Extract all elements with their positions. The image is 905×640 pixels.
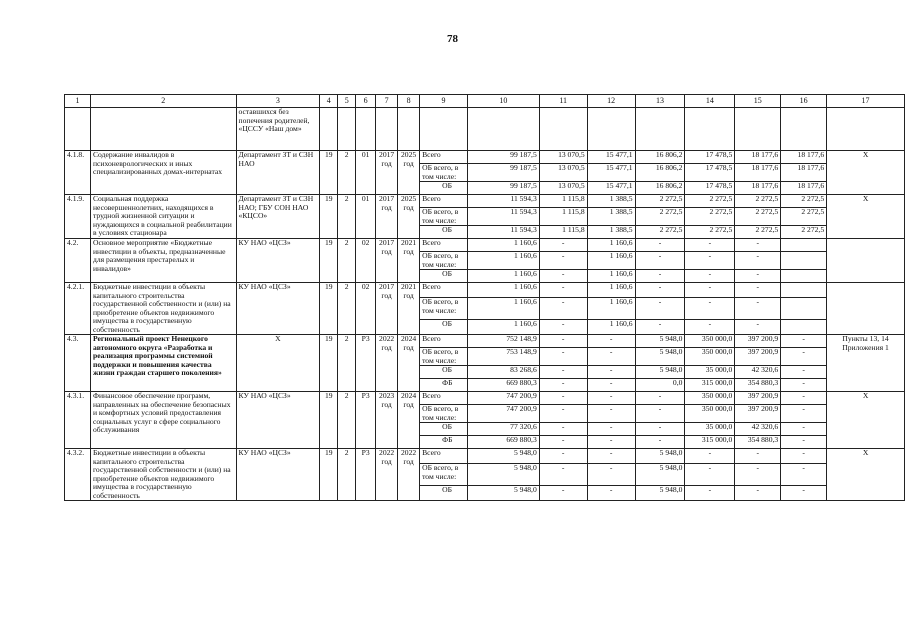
amount-cell: 1 388,5	[587, 195, 635, 208]
empty-cell	[685, 108, 735, 151]
row-name: Социальная поддержка несовершеннолетних, находящихся в трудной жизненной ситуации и нуждающихся в социальной реабилитации в условиях стационара	[90, 195, 236, 239]
row-note	[827, 283, 905, 335]
amount-cell: 2 272,5	[635, 208, 685, 226]
row-subprogram-code: 2	[338, 195, 356, 239]
row-note: Пункты 13, 14 Приложения 1	[827, 335, 905, 392]
amount-cell: 13 070,5	[539, 182, 587, 195]
amount-cell: 17 478,5	[685, 151, 735, 164]
funding-source-label: ФБ	[420, 379, 468, 392]
funding-source-label: ОБ всего, в том числе:	[420, 208, 468, 226]
funding-source-label: ОБ	[420, 270, 468, 283]
column-number-11: 11	[539, 95, 587, 108]
column-number-row	[65, 95, 905, 108]
funding-source-label: ОБ всего, в том числе:	[420, 405, 468, 423]
amount-cell: 18 177,6	[781, 164, 827, 182]
amount-cell: -	[685, 464, 735, 485]
amount-cell: -	[587, 392, 635, 405]
amount-cell: 1 160,6	[468, 239, 540, 252]
row-name: Содержание инвалидов в психоневрологических и иных специализированных домах-интернатах	[90, 151, 236, 195]
amount-cell: 11 594,3	[468, 195, 540, 208]
amount-cell: -	[539, 436, 587, 449]
amount-cell: 315 000,0	[685, 436, 735, 449]
amount-cell: 1 388,5	[587, 226, 635, 239]
row-event-code: 02	[356, 283, 376, 335]
amount-cell: 1 115,8	[539, 195, 587, 208]
amount-cell: -	[781, 379, 827, 392]
amount-cell: -	[781, 335, 827, 348]
row-subprogram-code: 2	[338, 239, 356, 283]
amount-cell: 2 272,5	[781, 208, 827, 226]
amount-cell: 747 200,9	[468, 392, 540, 405]
amount-cell: 1 160,6	[587, 298, 635, 319]
amount-cell: -	[587, 335, 635, 348]
row-name: Финансовое обеспечение программ, направленных на обеспечение безопасных и комфортных условий предоставления социальных услуг в сфере социального обслуживания	[90, 392, 236, 449]
amount-cell: -	[685, 239, 735, 252]
row-program-code: 19	[320, 392, 338, 449]
amount-cell: 83 268,6	[468, 366, 540, 379]
row-program-code: 19	[320, 195, 338, 239]
amount-cell: 1 160,6	[587, 270, 635, 283]
amount-cell: 397 200,9	[735, 392, 781, 405]
amount-cell: 2 272,5	[735, 208, 781, 226]
empty-cell	[320, 108, 338, 151]
column-number-17: 17	[827, 95, 905, 108]
row-start-year: 2023 год	[376, 392, 398, 449]
funding-source-label: ОБ всего, в том числе:	[420, 164, 468, 182]
amount-cell: 752 148,9	[468, 335, 540, 348]
row-start-year: 2017 год	[376, 151, 398, 195]
amount-cell: 0,0	[635, 379, 685, 392]
row-end-year: 2025 год	[398, 151, 420, 195]
amount-cell: -	[781, 392, 827, 405]
amount-cell: -	[587, 423, 635, 436]
row-code: 4.3.2.	[65, 449, 91, 501]
funding-source-label: Всего	[420, 449, 468, 464]
row-event-code: 02	[356, 239, 376, 283]
row-name: Основное мероприятие «Бюджетные инвестиции в объекты, предназначенные для размещения престарелых и инвалидов»	[90, 239, 236, 283]
funding-source-label: ОБ всего, в том числе:	[420, 252, 468, 270]
row-program-code: 19	[320, 151, 338, 195]
amount-cell: -	[635, 405, 685, 423]
amount-cell: -	[635, 423, 685, 436]
row-code: 4.1.8.	[65, 151, 91, 195]
amount-cell: 18 177,6	[781, 151, 827, 164]
empty-cell	[376, 108, 398, 151]
empty-cell	[539, 108, 587, 151]
amount-cell: -	[587, 449, 635, 464]
amount-cell: -	[635, 436, 685, 449]
amount-cell: 18 177,6	[735, 182, 781, 195]
empty-cell	[635, 108, 685, 151]
row-event-code: P3	[356, 392, 376, 449]
funding-source-label: ОБ	[420, 366, 468, 379]
amount-cell: -	[635, 392, 685, 405]
amount-cell: -	[685, 283, 735, 298]
budget-table	[64, 94, 905, 501]
amount-cell: 1 115,8	[539, 208, 587, 226]
empty-cell	[420, 108, 468, 151]
amount-cell	[781, 252, 827, 270]
table-row	[65, 283, 905, 298]
amount-cell: 15 477,1	[587, 151, 635, 164]
amount-cell: -	[539, 423, 587, 436]
continuation-executor: оставшихся без попечения родителей, «ЦССУ «Наш дом»	[236, 108, 320, 151]
row-program-code: 19	[320, 239, 338, 283]
amount-cell: -	[685, 252, 735, 270]
table-row	[65, 335, 905, 348]
amount-cell: -	[635, 319, 685, 334]
empty-cell	[587, 108, 635, 151]
amount-cell: 2 272,5	[735, 226, 781, 239]
amount-cell: 1 160,6	[587, 283, 635, 298]
table-row	[65, 449, 905, 464]
row-end-year: 2024 год	[398, 392, 420, 449]
amount-cell: 747 200,9	[468, 405, 540, 423]
amount-cell: 5 948,0	[468, 485, 540, 500]
amount-cell: -	[635, 270, 685, 283]
row-code: 4.3.1.	[65, 392, 91, 449]
table-row	[65, 239, 905, 252]
row-end-year: 2025 год	[398, 195, 420, 239]
amount-cell: -	[735, 464, 781, 485]
amount-cell: 99 187,5	[468, 151, 540, 164]
amount-cell: 42 320,6	[735, 423, 781, 436]
row-start-year: 2017 год	[376, 239, 398, 283]
row-executor: X	[236, 335, 320, 392]
amount-cell: 77 320,6	[468, 423, 540, 436]
amount-cell: -	[539, 252, 587, 270]
amount-cell: -	[539, 298, 587, 319]
continuation-row	[65, 108, 905, 151]
row-end-year: 2021 год	[398, 239, 420, 283]
row-code: 4.1.9.	[65, 195, 91, 239]
row-start-year: 2022 год	[376, 335, 398, 392]
amount-cell: 350 000,0	[685, 405, 735, 423]
amount-cell: -	[685, 270, 735, 283]
column-number-8: 8	[398, 95, 420, 108]
amount-cell: 2 272,5	[735, 195, 781, 208]
amount-cell: -	[735, 449, 781, 464]
amount-cell: 397 200,9	[735, 348, 781, 366]
row-note	[827, 239, 905, 283]
column-number-6: 6	[356, 95, 376, 108]
row-program-code: 19	[320, 449, 338, 501]
amount-cell: -	[781, 348, 827, 366]
amount-cell: -	[781, 405, 827, 423]
row-executor: Департамент ЗТ и СЗН НАО	[236, 151, 320, 195]
row-name: Региональный проект Ненецкого автономного округа «Разработка и реализация программы системной поддержки и повышения качества жизни граждан старшего поколения»	[90, 335, 236, 392]
column-number-7: 7	[376, 95, 398, 108]
row-event-code: P3	[356, 335, 376, 392]
amount-cell: -	[539, 379, 587, 392]
amount-cell	[781, 239, 827, 252]
empty-cell	[468, 108, 540, 151]
funding-source-label: ОБ	[420, 226, 468, 239]
amount-cell: 753 148,9	[468, 348, 540, 366]
amount-cell: 2 272,5	[685, 208, 735, 226]
funding-source-label: Всего	[420, 283, 468, 298]
amount-cell: 5 948,0	[635, 464, 685, 485]
amount-cell: 350 000,0	[685, 348, 735, 366]
amount-cell: 11 594,3	[468, 226, 540, 239]
row-executor: КУ НАО «ЦСЗ»	[236, 449, 320, 501]
row-end-year: 2022 год	[398, 449, 420, 501]
amount-cell: -	[735, 319, 781, 334]
row-subprogram-code: 2	[338, 151, 356, 195]
page-number: 78	[447, 33, 458, 45]
funding-source-label: Всего	[420, 151, 468, 164]
funding-source-label: Всего	[420, 239, 468, 252]
amount-cell: 5 948,0	[635, 366, 685, 379]
funding-source-label: ФБ	[420, 436, 468, 449]
funding-source-label: ОБ всего, в том числе:	[420, 348, 468, 366]
amount-cell: 99 187,5	[468, 182, 540, 195]
amount-cell: 2 272,5	[635, 226, 685, 239]
amount-cell: 1 160,6	[468, 283, 540, 298]
row-code: 4.3.	[65, 335, 91, 392]
amount-cell: -	[685, 298, 735, 319]
amount-cell: -	[635, 283, 685, 298]
amount-cell: 354 880,3	[735, 379, 781, 392]
amount-cell: 350 000,0	[685, 392, 735, 405]
amount-cell: 1 160,6	[468, 319, 540, 334]
amount-cell: 5 948,0	[468, 464, 540, 485]
amount-cell: 2 272,5	[685, 226, 735, 239]
table-row	[65, 151, 905, 164]
amount-cell: 1 160,6	[468, 252, 540, 270]
amount-cell: 1 160,6	[587, 239, 635, 252]
amount-cell: -	[735, 239, 781, 252]
row-start-year: 2017 год	[376, 195, 398, 239]
amount-cell: 1 160,6	[587, 319, 635, 334]
empty-cell	[827, 108, 905, 151]
amount-cell	[781, 270, 827, 283]
column-number-4: 4	[320, 95, 338, 108]
amount-cell: -	[735, 270, 781, 283]
amount-cell: 15 477,1	[587, 182, 635, 195]
funding-source-label: ОБ всего, в том числе:	[420, 298, 468, 319]
row-end-year: 2024 год	[398, 335, 420, 392]
row-subprogram-code: 2	[338, 449, 356, 501]
amount-cell: 2 272,5	[685, 195, 735, 208]
column-number-1: 1	[65, 95, 91, 108]
empty-cell	[338, 108, 356, 151]
amount-cell: -	[781, 485, 827, 500]
amount-cell: 15 477,1	[587, 164, 635, 182]
column-number-16: 16	[781, 95, 827, 108]
amount-cell: -	[539, 449, 587, 464]
row-event-code: 01	[356, 195, 376, 239]
amount-cell: 35 000,0	[685, 366, 735, 379]
amount-cell: -	[587, 405, 635, 423]
funding-source-label: ОБ	[420, 423, 468, 436]
row-code: 4.2.	[65, 239, 91, 283]
amount-cell: 397 200,9	[735, 405, 781, 423]
amount-cell	[781, 298, 827, 319]
row-note: X	[827, 195, 905, 239]
row-note: X	[827, 392, 905, 449]
amount-cell: 16 806,2	[635, 182, 685, 195]
funding-source-label: Всего	[420, 195, 468, 208]
amount-cell: -	[587, 348, 635, 366]
table-row	[65, 195, 905, 208]
amount-cell: 5 948,0	[635, 449, 685, 464]
amount-cell: 1 115,8	[539, 226, 587, 239]
amount-cell: -	[635, 252, 685, 270]
amount-cell: -	[539, 392, 587, 405]
row-program-code: 19	[320, 283, 338, 335]
amount-cell: -	[781, 366, 827, 379]
amount-cell: 1 160,6	[468, 270, 540, 283]
amount-cell: 315 000,0	[685, 379, 735, 392]
funding-source-label: ОБ	[420, 182, 468, 195]
amount-cell: -	[781, 436, 827, 449]
row-event-code: P3	[356, 449, 376, 501]
empty-cell	[90, 108, 236, 151]
amount-cell: -	[685, 449, 735, 464]
amount-cell: -	[781, 423, 827, 436]
amount-cell: 17 478,5	[685, 164, 735, 182]
table-row	[65, 392, 905, 405]
column-number-10: 10	[468, 95, 540, 108]
row-subprogram-code: 2	[338, 335, 356, 392]
row-start-year: 2017 год	[376, 283, 398, 335]
amount-cell: 1 160,6	[587, 252, 635, 270]
amount-cell: 5 948,0	[635, 335, 685, 348]
amount-cell: 669 880,3	[468, 379, 540, 392]
amount-cell: 669 880,3	[468, 436, 540, 449]
amount-cell: 17 478,5	[685, 182, 735, 195]
row-event-code: 01	[356, 151, 376, 195]
amount-cell: -	[539, 283, 587, 298]
amount-cell: 13 070,5	[539, 151, 587, 164]
amount-cell: 99 187,5	[468, 164, 540, 182]
amount-cell: -	[587, 485, 635, 500]
amount-cell: -	[735, 298, 781, 319]
amount-cell: -	[539, 485, 587, 500]
amount-cell: 397 200,9	[735, 335, 781, 348]
amount-cell: -	[539, 319, 587, 334]
amount-cell: 16 806,2	[635, 164, 685, 182]
amount-cell: 16 806,2	[635, 151, 685, 164]
column-number-2: 2	[90, 95, 236, 108]
row-subprogram-code: 2	[338, 392, 356, 449]
row-executor: КУ НАО «ЦСЗ»	[236, 392, 320, 449]
funding-source-label: ОБ	[420, 319, 468, 334]
empty-cell	[65, 108, 91, 151]
amount-cell: -	[539, 270, 587, 283]
amount-cell: 5 948,0	[468, 449, 540, 464]
amount-cell: 2 272,5	[781, 195, 827, 208]
funding-source-label: Всего	[420, 392, 468, 405]
amount-cell: -	[685, 485, 735, 500]
amount-cell: -	[539, 348, 587, 366]
empty-cell	[356, 108, 376, 151]
row-subprogram-code: 2	[338, 283, 356, 335]
row-name: Бюджетные инвестиции в объекты капитального строительства государственной собственности и (или) на приобретение объектов недвижимого имущества в государственную собственность	[90, 283, 236, 335]
row-start-year: 2022 год	[376, 449, 398, 501]
amount-cell: -	[587, 379, 635, 392]
column-number-15: 15	[735, 95, 781, 108]
amount-cell: -	[539, 464, 587, 485]
amount-cell: -	[735, 485, 781, 500]
row-end-year: 2021 год	[398, 283, 420, 335]
amount-cell: 18 177,6	[735, 151, 781, 164]
row-name: Бюджетные инвестиции в объекты капитального строительства государственной собственности и (или) на приобретение объектов недвижимого имущества в государственную собственность	[90, 449, 236, 501]
amount-cell: -	[539, 366, 587, 379]
amount-cell: 5 948,0	[635, 348, 685, 366]
amount-cell: -	[587, 436, 635, 449]
row-note: X	[827, 449, 905, 501]
amount-cell: 350 000,0	[685, 335, 735, 348]
empty-cell	[781, 108, 827, 151]
amount-cell: -	[685, 319, 735, 334]
amount-cell: -	[539, 335, 587, 348]
amount-cell: 1 160,6	[468, 298, 540, 319]
amount-cell: -	[735, 283, 781, 298]
amount-cell: -	[781, 464, 827, 485]
column-number-13: 13	[635, 95, 685, 108]
amount-cell: -	[735, 252, 781, 270]
column-number-14: 14	[685, 95, 735, 108]
amount-cell: 354 880,3	[735, 436, 781, 449]
column-number-12: 12	[587, 95, 635, 108]
amount-cell: 1 388,5	[587, 208, 635, 226]
column-number-9: 9	[420, 95, 468, 108]
amount-cell: 11 594,3	[468, 208, 540, 226]
column-number-3: 3	[236, 95, 320, 108]
amount-cell: -	[635, 239, 685, 252]
amount-cell: -	[587, 464, 635, 485]
row-note: X	[827, 151, 905, 195]
amount-cell: -	[539, 405, 587, 423]
empty-cell	[735, 108, 781, 151]
amount-cell: 18 177,6	[735, 164, 781, 182]
amount-cell: 2 272,5	[781, 226, 827, 239]
amount-cell	[781, 283, 827, 298]
amount-cell: 5 948,0	[635, 485, 685, 500]
row-code: 4.2.1.	[65, 283, 91, 335]
funding-source-label: ОБ всего, в том числе:	[420, 464, 468, 485]
amount-cell: 42 320,6	[735, 366, 781, 379]
amount-cell: 18 177,6	[781, 182, 827, 195]
amount-cell: -	[539, 239, 587, 252]
amount-cell: -	[781, 449, 827, 464]
funding-source-label: ОБ	[420, 485, 468, 500]
row-executor: КУ НАО «ЦСЗ»	[236, 239, 320, 283]
amount-cell: 35 000,0	[685, 423, 735, 436]
amount-cell: -	[635, 298, 685, 319]
row-program-code: 19	[320, 335, 338, 392]
amount-cell	[781, 319, 827, 334]
row-executor: КУ НАО «ЦСЗ»	[236, 283, 320, 335]
amount-cell: -	[587, 366, 635, 379]
row-executor: Департамент ЗТ и СЗН НАО; ГБУ СОН НАО «КЦСО»	[236, 195, 320, 239]
amount-cell: 2 272,5	[635, 195, 685, 208]
amount-cell: 13 070,5	[539, 164, 587, 182]
empty-cell	[398, 108, 420, 151]
funding-source-label: Всего	[420, 335, 468, 348]
column-number-5: 5	[338, 95, 356, 108]
